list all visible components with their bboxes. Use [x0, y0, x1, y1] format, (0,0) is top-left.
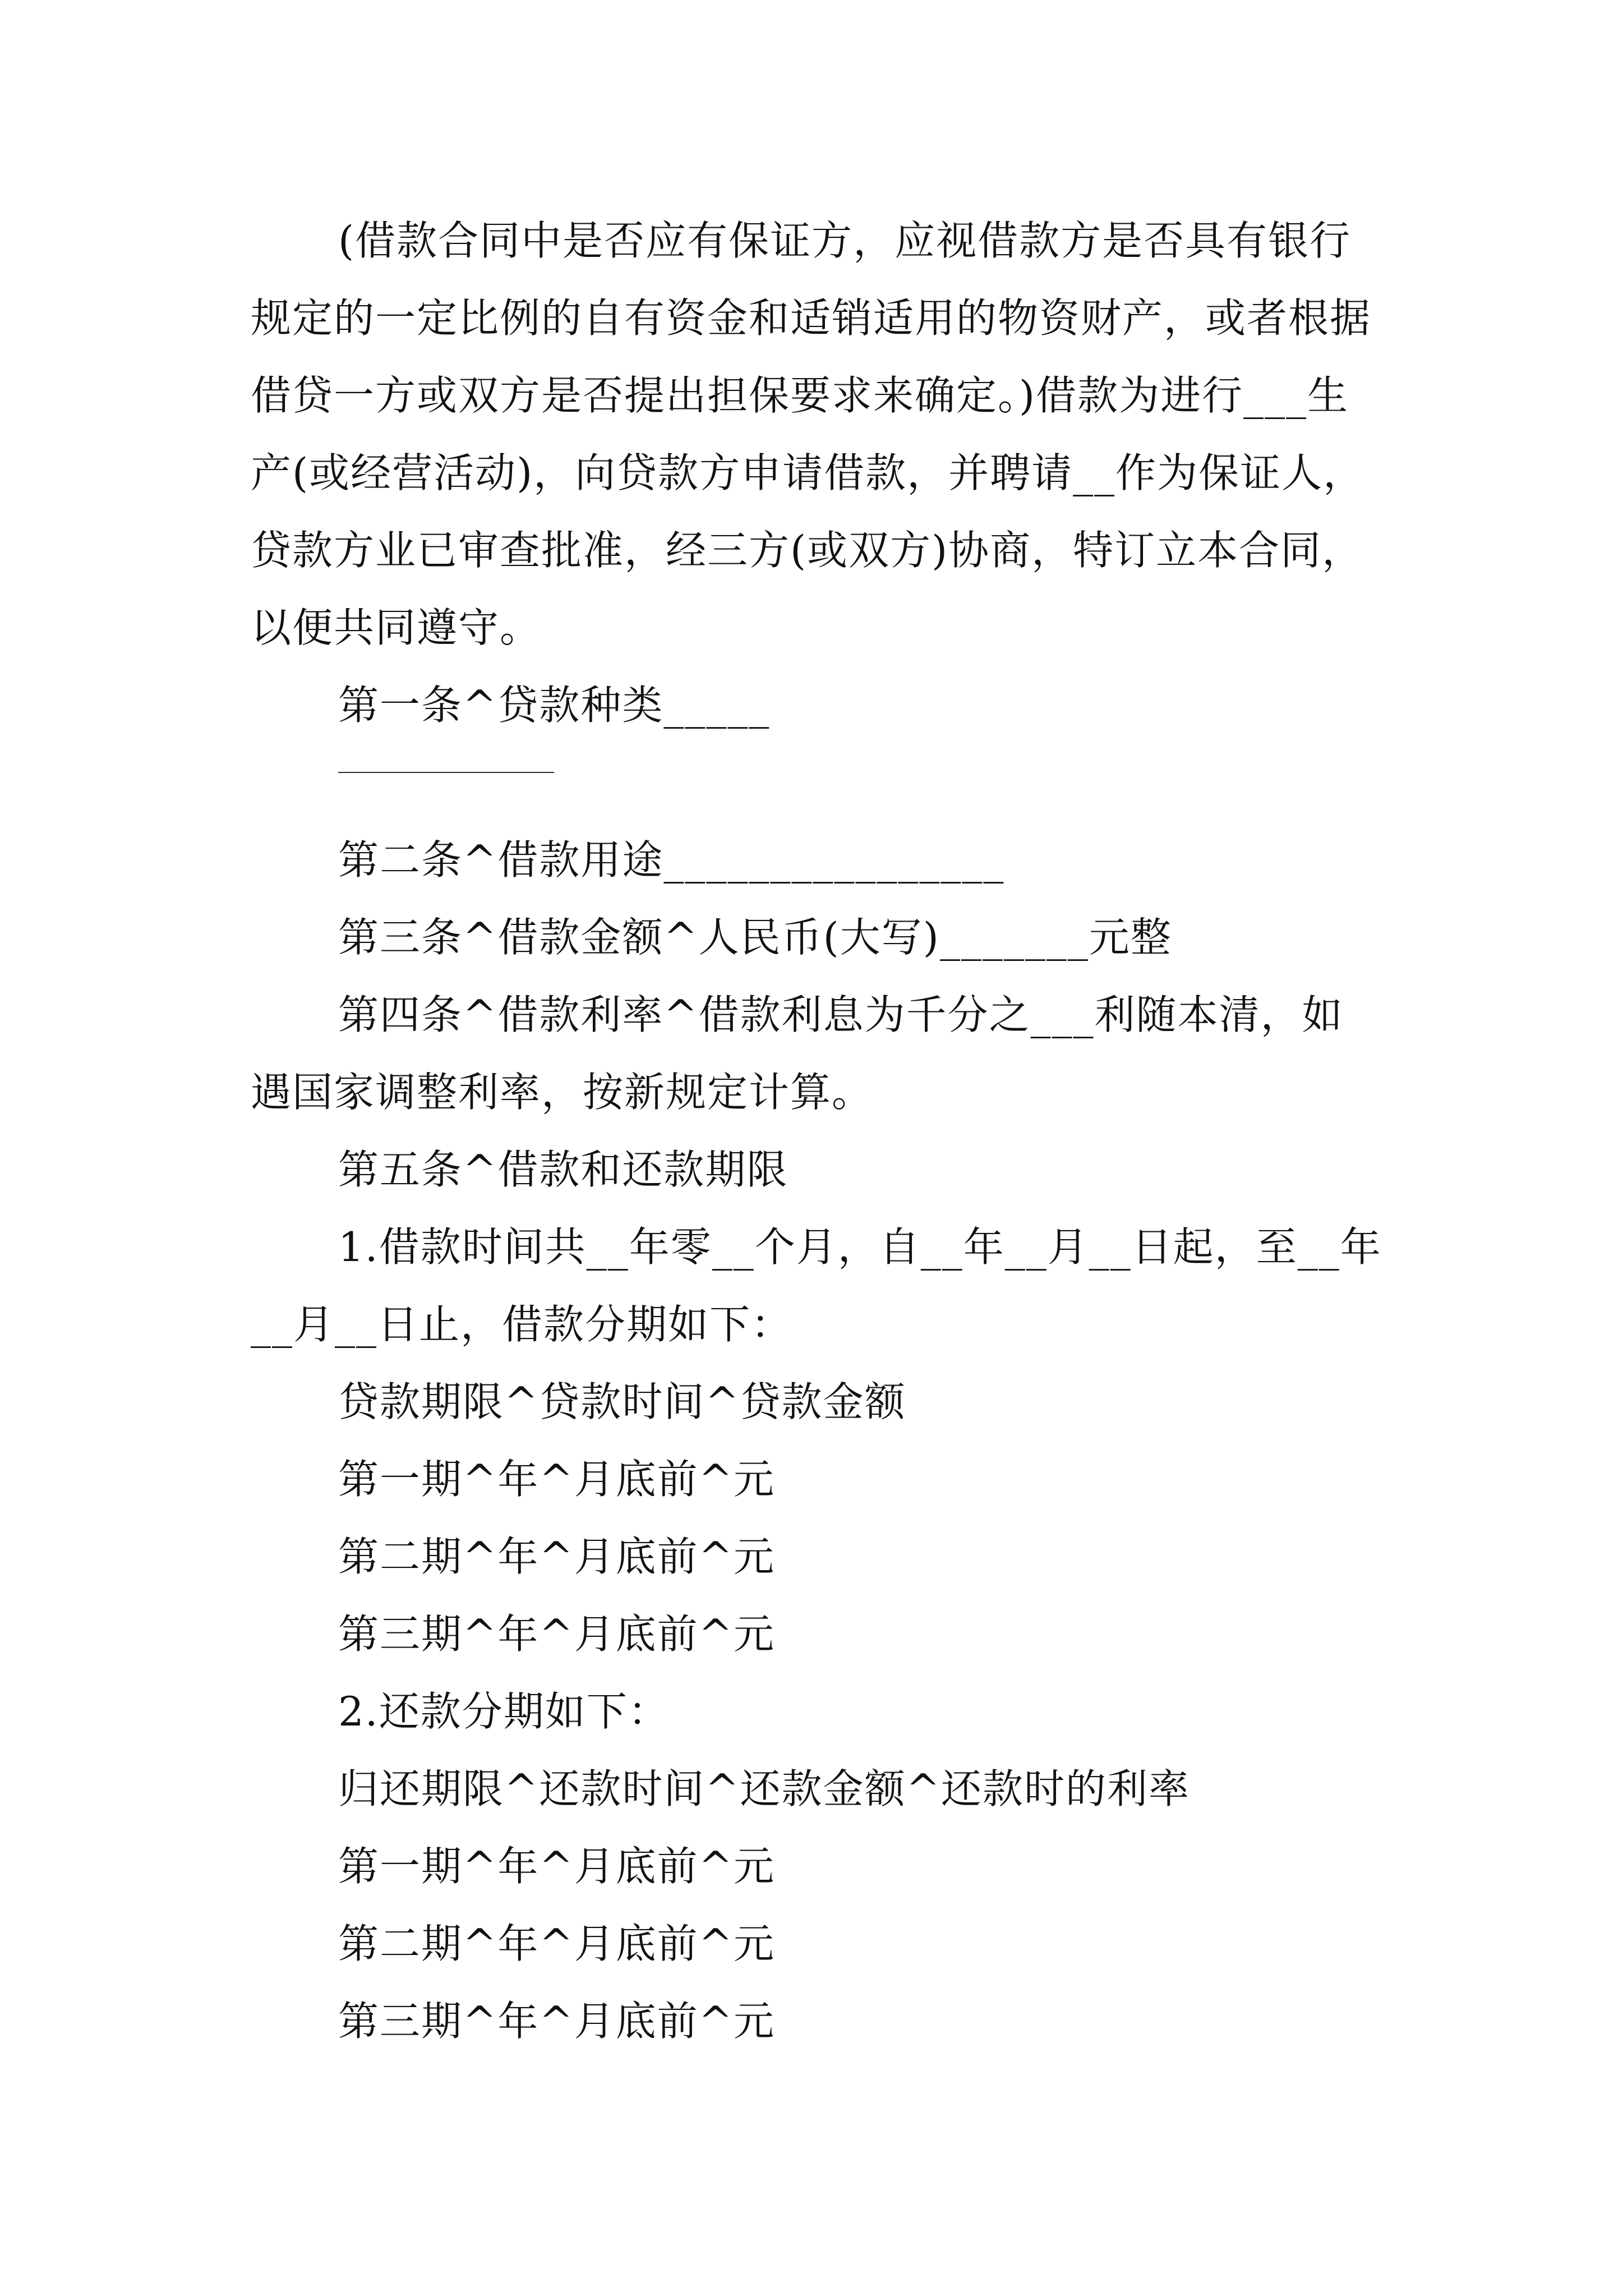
item-2-repayment: 2.还款分期如下： [338, 1688, 670, 1735]
article-4-interest-rate: 第四条^借款利率^借款利息为千分之___利随本清，如遇国家调整利率，按新规定计算。 [251, 991, 1344, 1116]
article-3-loan-amount: 第三条^借款金额^人民币(大写)_______元整 [338, 914, 1172, 961]
loan-schedule-row: 第二期^年^月底前^元 [338, 1533, 775, 1580]
article-2-loan-purpose: 第二条^借款用途________________ [338, 836, 1005, 884]
intro-paragraph: (借款合同中是否应有保证方，应视借款方是否具有银行规定的一定比例的自有资金和适销适用的物资财产，或者根据借贷一方或双方是否提出担保要求来确定。)借款为进行___生产(或经营活动)，向贷款方申请借款，并聘请__作为保证人，贷款方业已审查批准，经三方(或双方)协商，特订立本合同，以便共同遵守。 [251, 217, 1372, 651]
blank-fill-line [338, 772, 554, 773]
repayment-schedule-row: 第三期^年^月底前^元 [338, 1998, 775, 2045]
article-1-loan-type: 第一条^贷款种类_____ [338, 682, 771, 729]
loan-schedule-row: 第一期^年^月底前^元 [338, 1456, 775, 1503]
item-1-loan-period: 1.借款时间共__年零__个月，自__年__月__日起，至__年__月__日止，借款分期如下： [251, 1223, 1382, 1348]
article-5-loan-term: 第五条^借款和还款期限 [338, 1146, 789, 1193]
document-body [251, 202, 1384, 2060]
repayment-schedule-row: 第一期^年^月底前^元 [338, 1843, 775, 1890]
loan-schedule-row: 第三期^年^月底前^元 [338, 1611, 775, 1658]
repayment-schedule-row: 第二期^年^月底前^元 [338, 1920, 775, 1967]
repayment-schedule-header: 归还期限^还款时间^还款金额^还款时的利率 [338, 1765, 1190, 1812]
loan-schedule-header: 贷款期限^贷款时间^贷款金额 [338, 1378, 906, 1425]
